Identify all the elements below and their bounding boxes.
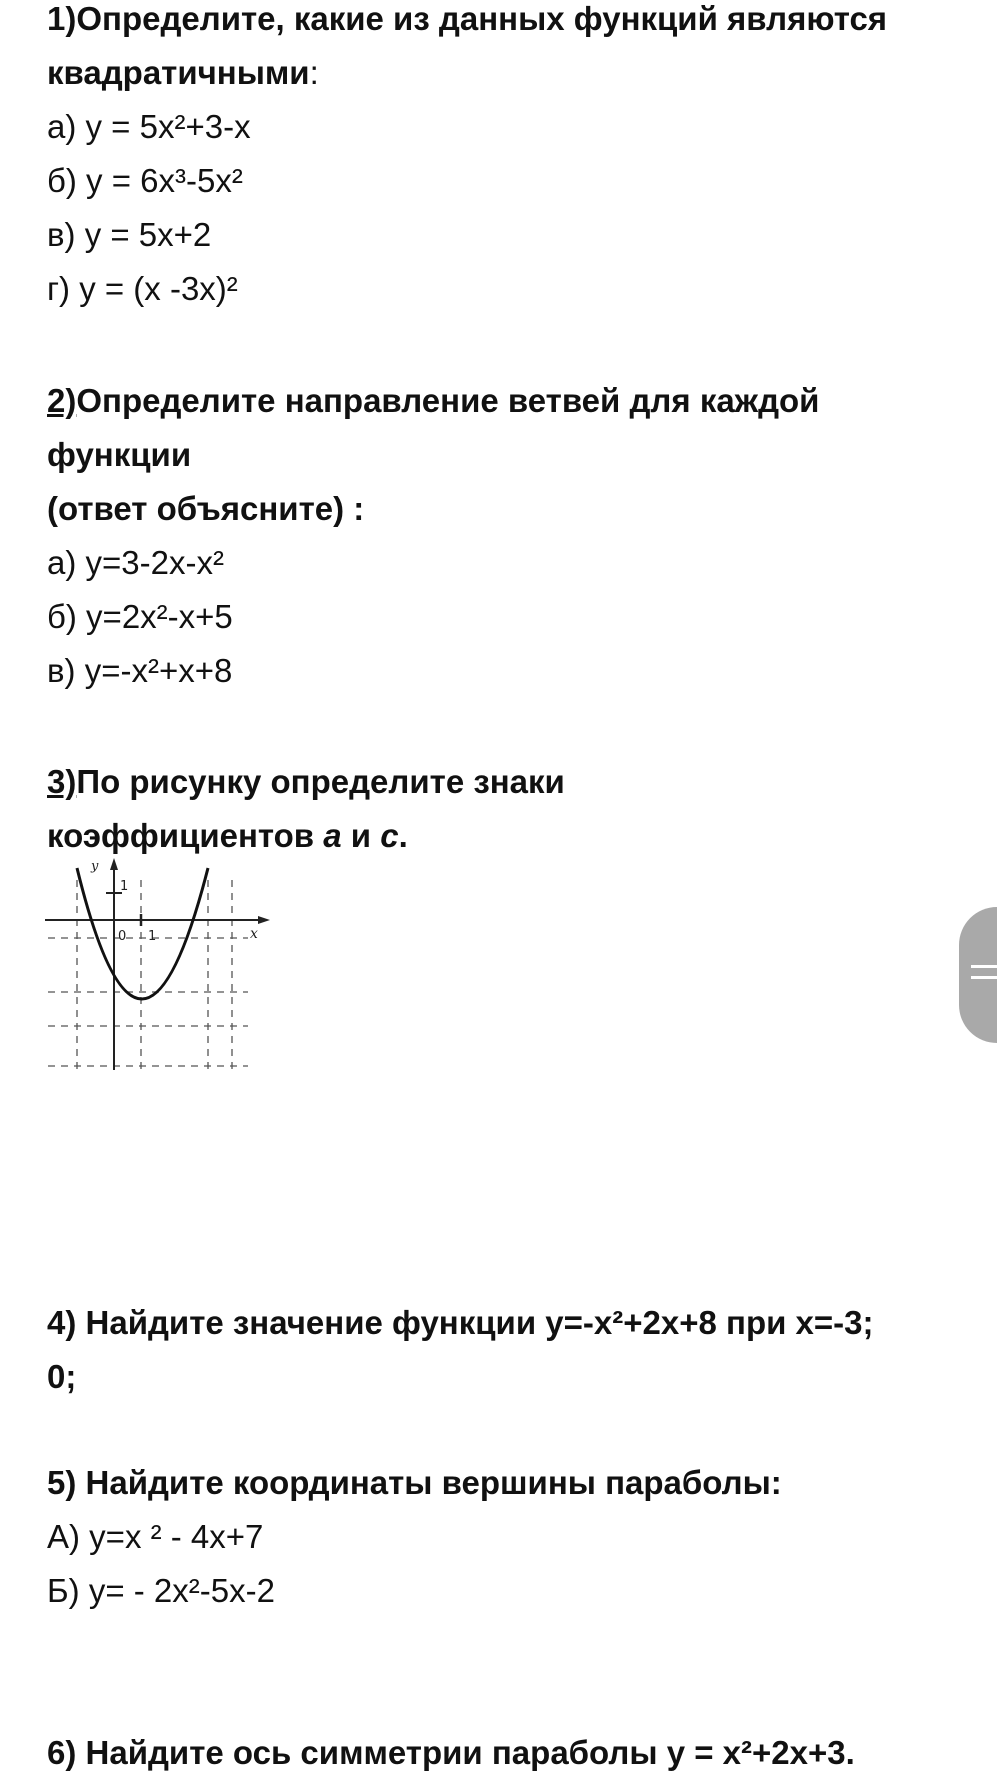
q2-title-line1 <box>47 384 819 417</box>
q2-title-line2: функции <box>47 436 192 473</box>
q1-title-colon: : <box>309 54 319 91</box>
parabola-graph <box>40 858 280 1074</box>
y-axis-label: y <box>91 859 99 874</box>
q3-title-line2 <box>47 819 408 852</box>
q1-title-text-2: квадратичными <box>47 54 310 91</box>
graph-grid <box>48 880 248 1070</box>
menu-icon <box>971 965 997 985</box>
y-tick-label: 1 <box>120 879 129 894</box>
q5-option-a: А) y=x ² - 4x+7 <box>47 1518 264 1555</box>
q4-title-line2: 0; <box>47 1358 77 1395</box>
q1-option-a: а) y = 5x²+3-x <box>47 108 251 145</box>
q2-option-a: а) y=3-2x-x² <box>47 544 224 581</box>
side-panel-handle[interactable] <box>959 907 997 1043</box>
q3-coef-c: c <box>380 817 399 854</box>
q1-title-text: 1)Определите, какие из данных функций являются <box>47 0 888 37</box>
q1-option-d: г) y = (x -3x)² <box>47 270 238 307</box>
origin-label: 0 <box>118 929 127 944</box>
q2-number: 2) <box>47 382 77 419</box>
parabola-curve <box>77 868 208 999</box>
q2-title-line3: (ответ объясните) : <box>47 490 365 527</box>
q1-option-c: в) y = 5x+2 <box>47 216 212 253</box>
q2-option-c: в) y=-x²+x+8 <box>47 652 233 689</box>
x-axis-label: x <box>250 926 258 942</box>
q3-coef-and: и <box>341 817 381 854</box>
q3-title-line1 <box>47 765 565 798</box>
q4-title-line1: 4) Найдите значение функции y=-x²+2x+8 при x=-3; <box>47 1304 874 1341</box>
q3-coef-end: . <box>398 817 408 854</box>
q1-option-b: б) y = 6x³-5x² <box>47 162 243 199</box>
x-tick-label: 1 <box>148 929 157 944</box>
q3-number: 3) <box>47 763 77 800</box>
q2-title-text: Определите направление ветвей для каждой <box>76 382 820 419</box>
q1-title-line2 <box>47 56 319 89</box>
q5-option-b: Б) y= - 2x²-5x-2 <box>47 1572 275 1609</box>
y-axis-arrow <box>110 858 118 870</box>
q3-title-text: По рисунку определите знаки <box>76 763 565 800</box>
q1-title-line1 <box>47 2 887 35</box>
q3-coef-a: a <box>323 817 342 854</box>
q5-title: 5) Найдите координаты вершины параболы: <box>47 1464 782 1501</box>
q6-title: 6) Найдите ось симметрии параболы y = x²+2x+3. <box>47 1734 855 1771</box>
x-axis-arrow <box>258 916 270 924</box>
q3-coef-prefix: коэффициентов <box>47 817 324 854</box>
q2-option-b: б) y=2x²-x+5 <box>47 598 233 635</box>
